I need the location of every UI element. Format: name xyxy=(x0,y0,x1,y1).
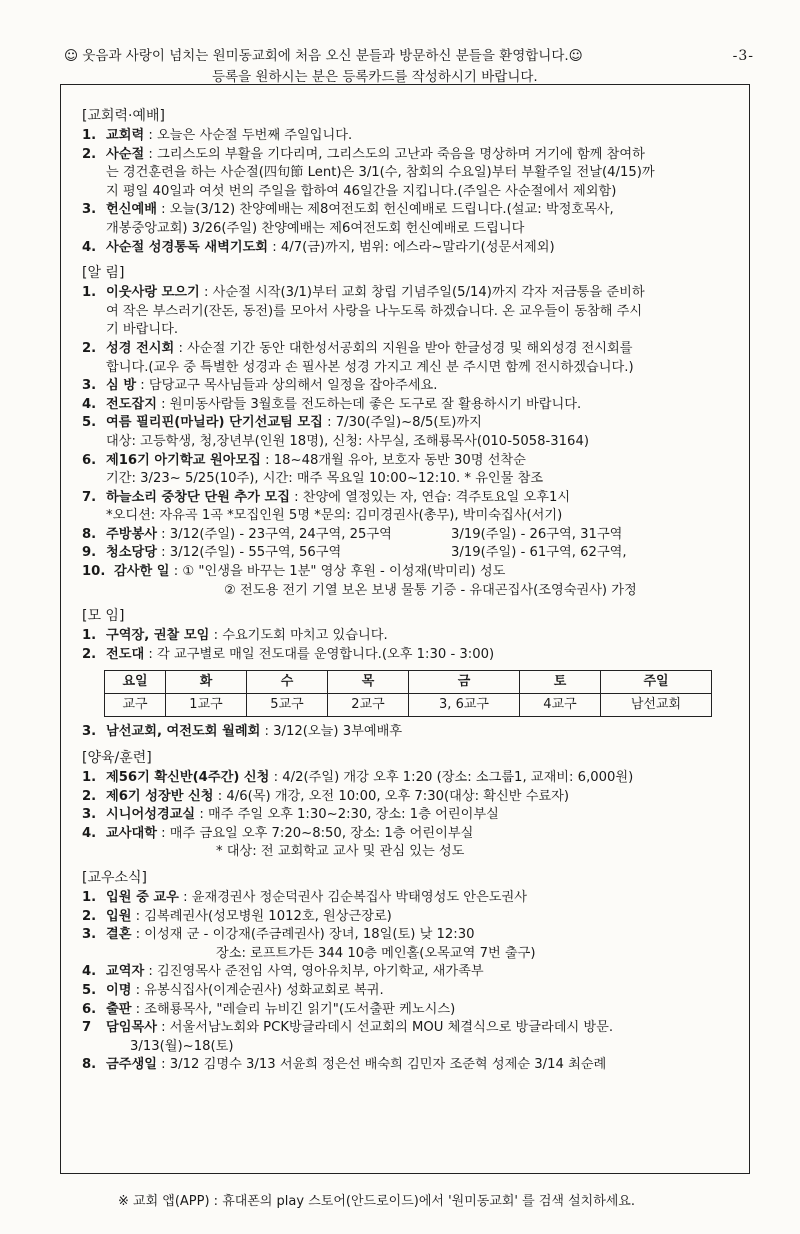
item-text: : 4/7(금)까지, 범위: 에스라~말라기(성문서제외) xyxy=(268,239,555,255)
item-text: : 오늘은 사순절 두번째 주일입니다. xyxy=(144,128,353,143)
item-text: : 담당교구 목사님들과 상의해서 일정을 잡아주세요. xyxy=(136,378,438,394)
item-text: : 3/12(주일) - 55구역, 56구역 xyxy=(156,545,342,561)
list-item xyxy=(82,340,737,377)
item-text: 3/19(주일) - 26구역, 31구역 xyxy=(451,526,623,542)
church-app-notice: ※ 교회 앱(APP) : 휴대폰의 play 스토어(안드로이드)에서 '원미동교회' 를 검색 설치하세요. xyxy=(118,1194,635,1209)
list-item xyxy=(82,414,737,451)
item-title: 청소당당 xyxy=(106,545,157,561)
item-number: 3. xyxy=(82,927,97,943)
item-text: 개봉중앙교회) 3/26(주일) 찬양예배는 제6여전도회 헌신예배로 드립니다 xyxy=(106,220,525,236)
bulletin-content xyxy=(82,100,737,1075)
list-item xyxy=(82,646,737,665)
item-text: 3/19(주일) - 61구역, 62구역, xyxy=(451,545,627,561)
list-item xyxy=(82,769,737,788)
list-item xyxy=(82,201,737,238)
item-title: 이명 xyxy=(106,982,132,998)
item-number: 9. xyxy=(82,545,97,561)
item-number: 3. xyxy=(82,724,97,740)
item-title: 담임목사 xyxy=(106,1020,157,1036)
table-cell: 남선교회 xyxy=(601,694,712,717)
item-title: 남선교회, 여전도회 월례회 xyxy=(106,724,261,740)
list-item xyxy=(82,396,737,415)
item-number: 4. xyxy=(82,964,97,980)
list-item xyxy=(82,1001,737,1020)
item-text: : 사순절 기간 동안 대한성서공회의 지원을 받아 한글성경 및 해외성경 전시회를 xyxy=(174,340,633,356)
list-item xyxy=(82,1056,737,1075)
list-item xyxy=(82,127,737,146)
list-item xyxy=(82,489,737,526)
list-item xyxy=(82,239,737,258)
list-item xyxy=(82,526,737,545)
section-training xyxy=(82,748,737,862)
item-title: 성경 전시회 xyxy=(106,340,175,356)
item-title: 감사한 일 xyxy=(114,564,170,580)
item-title: 이웃사랑 모으기 xyxy=(106,285,200,301)
item-number: 4. xyxy=(82,396,97,412)
item-title: 교회력 xyxy=(106,128,145,143)
item-text: : 매주 금요일 오후 7:20~8:50, 장소: 1층 어린이부실 xyxy=(156,825,474,841)
item-text: : 18~48개월 유아, 보호자 동반 30명 선착순 xyxy=(260,452,526,468)
item-text: ② 전도용 전기 기열 보온 보냉 물통 기증 - 유대곤집사(조영숙권사) 가정 xyxy=(224,582,637,598)
page-header xyxy=(64,46,754,88)
item-text: : 김복례권사(성모병원 1012호, 원상근장로) xyxy=(131,908,392,924)
item-title: 하늘소리 중창단 단원 추가 모집 xyxy=(106,489,290,505)
item-number: 1. xyxy=(82,770,97,786)
list-item xyxy=(82,377,737,396)
table-row xyxy=(105,694,712,717)
list-item xyxy=(82,146,737,202)
item-title: 전도잡지 xyxy=(106,396,157,412)
item-number: 1. xyxy=(82,128,97,143)
section-church-calendar xyxy=(82,106,737,257)
item-number: 4. xyxy=(82,239,97,255)
item-text: : 찬양에 열정있는 자, 연습: 격주토요일 오후1시 xyxy=(289,489,571,505)
item-text: : ① "인생을 바꾸는 1분" 영상 후원 - 이성재(박미리) 성도 xyxy=(169,564,506,580)
item-text: : 수요기도회 마치고 있습니다. xyxy=(209,628,388,644)
list-item xyxy=(82,723,737,742)
item-title: 시니어성경교실 xyxy=(106,807,196,823)
item-text: 장소: 로프트가든 344 10층 메인홀(오목교역 7번 출구) xyxy=(216,945,536,961)
item-number: 10. xyxy=(82,564,106,580)
item-text: 지 평일 40일과 여섯 번의 주일을 합하여 46일간을 지킵니다.(주일은 사순절에서 제외함) xyxy=(106,183,617,199)
list-item xyxy=(82,563,737,600)
item-number: 1. xyxy=(82,285,97,301)
item-text: : 4/2(주일) 개강 오후 1:20 (장소: 소그룹1, 교재비: 6,000원) xyxy=(269,770,634,786)
item-number: 5. xyxy=(82,415,97,431)
item-title: 사순절 성경통독 새벽기도회 xyxy=(106,239,269,255)
list-item xyxy=(82,963,737,982)
item-number: 2. xyxy=(82,646,97,662)
section-title: [교우소식] xyxy=(82,870,148,886)
item-text: 3/13(월)~18(토) xyxy=(130,1038,234,1054)
table-cell: 수 xyxy=(247,671,328,694)
table-cell: 5교구 xyxy=(247,694,328,717)
item-text: 합니다.(교우 중 특별한 성경과 손 필사본 성경 가지고 계신 분 주시면 함께 전시하겠습니다.) xyxy=(106,359,634,375)
table-cell: 1교구 xyxy=(166,694,247,717)
item-title: 사순절 xyxy=(106,146,145,162)
table-cell: 목 xyxy=(328,671,409,694)
section-title: [양육/훈련] xyxy=(82,750,152,767)
item-title: 여름 필리핀(마닐라) 단기선교팀 모집 xyxy=(106,415,323,431)
item-text: : 그리스도의 부활을 기다리며, 그리스도의 고난과 죽음을 명상하며 거기에 함께 참여하 xyxy=(144,146,645,162)
item-number: 3. xyxy=(82,807,97,823)
list-item xyxy=(82,926,737,963)
item-title: 금주생일 xyxy=(106,1057,157,1073)
item-title: 제6기 성장반 신청 xyxy=(106,788,214,804)
list-item xyxy=(82,1019,737,1056)
item-title: 헌신예배 xyxy=(106,202,157,218)
item-number: 3. xyxy=(82,378,97,394)
list-item xyxy=(82,284,737,340)
item-text: 대상: 고등학생, 청,장년부(인원 18명), 신청: 사무실, 조해룡목사(010-5058-3164) xyxy=(106,433,589,449)
item-number: 2. xyxy=(82,340,97,356)
item-text: : 사순절 시작(3/1)부터 교회 창립 기념주일(5/14)까지 각자 저금통을 준비하 xyxy=(199,285,645,301)
table-cell: 토 xyxy=(520,671,601,694)
item-text: 여 작은 부스러기(잔돈, 동전)를 모아서 사랑을 나누도록 하겠습니다. 온 교우들이 동참해 주시 xyxy=(106,303,643,319)
item-number: 1. xyxy=(82,628,97,644)
item-number: 2. xyxy=(82,908,97,924)
item-text: : 이성재 군 - 이강재(주금례권사) 장녀, 18일(토) 낮 12:30 xyxy=(131,927,475,943)
item-text: : 4/6(목) 개강, 오전 10:00, 오후 7:30(대상: 확신반 수료자) xyxy=(213,788,570,804)
item-title: 심 방 xyxy=(106,378,137,394)
item-text: : 3/12 김명수 3/13 서윤희 정은선 배숙희 김민자 조준혁 성제순 3/14 최순례 xyxy=(156,1057,607,1073)
item-title: 결혼 xyxy=(106,927,132,943)
item-number: 6. xyxy=(82,452,97,468)
item-title: 전도대 xyxy=(106,646,145,662)
table-cell: 금 xyxy=(409,671,520,694)
table-row xyxy=(105,671,712,694)
page-number: -3- xyxy=(732,48,754,64)
item-number: 1. xyxy=(82,890,97,905)
item-text: : 각 교구별로 매일 전도대를 운영합니다.(오후 1:30 - 3:00) xyxy=(144,646,495,662)
item-text: : 서울서남노회와 PCK방글라데시 선교회의 MOU 체결식으로 방글라데시 방문. xyxy=(156,1020,614,1036)
item-text: *오디션: 자유곡 1곡 *모집인원 5명 *문의: 김미경권사(총무), 박미숙집사(서기) xyxy=(106,508,563,524)
item-title: 주방봉사 xyxy=(106,526,157,542)
item-number: 3. xyxy=(82,202,97,218)
item-text: * 대상: 전 교회학교 교사 및 관심 있는 성도 xyxy=(216,844,465,860)
list-item xyxy=(82,452,737,489)
item-text: 는 경건훈련을 하는 사순절(四旬節 Lent)은 3/1(수, 참회의 수요일)부터 부활주일 전날(4/15)까 xyxy=(106,165,655,181)
item-title: 입원 중 교우 xyxy=(106,890,179,905)
evangelism-schedule-table xyxy=(104,670,712,717)
item-text: : 오늘(3/12) 찬양예배는 제8여전도회 헌신예배로 드립니다.(설교: 박정호목사, xyxy=(156,202,614,218)
item-title: 입원 xyxy=(106,908,132,924)
item-title: 출판 xyxy=(106,1001,132,1017)
list-item xyxy=(82,788,737,807)
list-item xyxy=(82,908,737,927)
welcome-message: ☺ 웃음과 사랑이 넘치는 원미동교회에 처음 오신 분들과 방문하신 분들을 환영합니다.☺ xyxy=(64,48,583,64)
section-announcements xyxy=(82,263,737,600)
item-number: 2. xyxy=(82,146,97,162)
item-text: 기 바랍니다. xyxy=(106,322,179,338)
item-title: 구역장, 권찰 모임 xyxy=(106,628,210,644)
item-number: 7. xyxy=(82,489,97,505)
item-title: 교사대학 xyxy=(106,825,157,841)
list-item xyxy=(82,544,737,563)
table-cell: 4교구 xyxy=(520,694,601,717)
item-text: : 유봉식집사(이계순권사) 성화교회로 복귀. xyxy=(131,982,384,998)
item-title: 제56기 확신반(4주간) 신청 xyxy=(106,770,270,786)
section-meetings xyxy=(82,606,737,742)
item-text: 기간: 3/23~ 5/25(10주), 시간: 매주 목요일 10:00~12:10. * 유인물 참조 xyxy=(106,471,544,487)
registration-message: 등록을 원하시는 분은 등록카드를 작성하시기 바랍니다. xyxy=(212,69,538,85)
item-text: : 조해룡목사, "레슬리 뉴비긴 읽기"(도서출판 케노시스) xyxy=(131,1001,456,1017)
table-cell: 요일 xyxy=(105,671,166,694)
table-cell: 2교구 xyxy=(328,694,409,717)
item-number: 2. xyxy=(82,788,97,804)
item-text: : 3/12(오늘) 3부예배후 xyxy=(260,724,403,740)
item-number: 4. xyxy=(82,825,97,841)
table-cell: 화 xyxy=(166,671,247,694)
item-text: : 윤재경권사 정순덕권사 김순복집사 박태영성도 안은도권사 xyxy=(178,890,527,905)
section-title: [교회력·예배] xyxy=(82,108,165,124)
list-item xyxy=(82,889,737,908)
section-title: [모 임] xyxy=(82,608,125,625)
list-item xyxy=(82,825,737,862)
table-cell: 교구 xyxy=(105,694,166,717)
list-item xyxy=(82,982,737,1001)
table-cell: 주일 xyxy=(601,671,712,694)
item-number: 7 xyxy=(82,1020,92,1036)
table-cell: 3, 6교구 xyxy=(409,694,520,717)
item-number: 8. xyxy=(82,1057,97,1073)
item-number: 6. xyxy=(82,1001,97,1017)
item-text: : 원미동사람들 3월호를 전도하는데 좋은 도구로 잘 활용하시기 바랍니다. xyxy=(156,396,582,412)
list-item xyxy=(82,627,737,646)
list-item xyxy=(82,806,737,825)
item-number: 8. xyxy=(82,526,97,542)
item-text: : 3/12(주일) - 23구역, 24구역, 25구역 xyxy=(156,526,392,542)
item-title: 교역자 xyxy=(106,964,145,980)
item-title: 제16기 아기학교 원아모집 xyxy=(106,452,261,468)
item-text: : 매주 주일 오후 1:30~2:30, 장소: 1층 어린이부실 xyxy=(195,807,499,823)
item-number: 5. xyxy=(82,982,97,998)
item-text: : 김진영목사 준전임 사역, 영아유치부, 아기학교, 새가족부 xyxy=(144,964,484,980)
section-member-news xyxy=(82,868,737,1075)
section-title: [알 림] xyxy=(82,265,125,282)
item-text: : 7/30(주일)~8/5(토)까지 xyxy=(322,415,482,431)
